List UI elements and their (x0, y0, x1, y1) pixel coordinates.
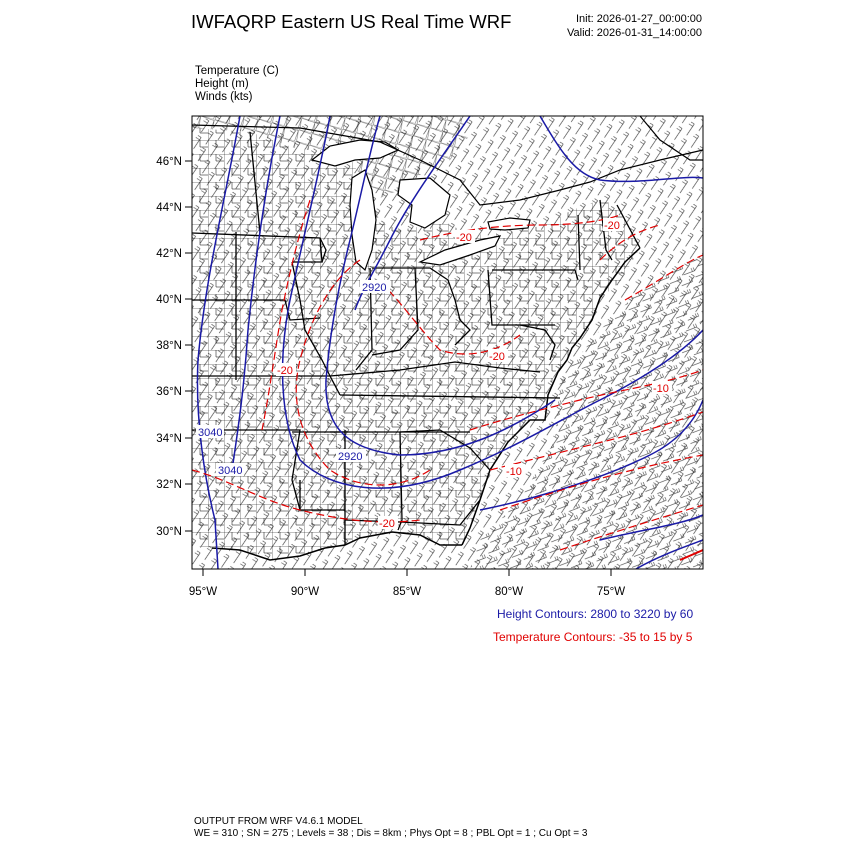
height-contour-label: 2920 (362, 282, 387, 294)
lon-label: 95°W (188, 586, 218, 598)
lon-label: 90°W (290, 586, 320, 598)
lat-label: 46°N (156, 156, 182, 168)
field-temperature: Temperature (C) (195, 65, 279, 77)
lat-label: 44°N (156, 202, 182, 214)
temp-contour-label: -20 (456, 232, 472, 244)
lat-ticks (185, 161, 192, 531)
lon-label: 85°W (392, 586, 422, 598)
temp-contour-label: -10 (653, 383, 669, 395)
lat-label: 30°N (156, 526, 182, 538)
field-winds: Winds (kts) (195, 91, 253, 103)
lon-label: 80°W (494, 586, 524, 598)
lat-label: 40°N (156, 294, 182, 306)
temp-contour-label: -20 (489, 351, 505, 363)
height-contours-legend: Height Contours: 2800 to 3220 by 60 (497, 607, 694, 621)
temp-contour-label: -20 (379, 518, 395, 530)
temp-contour-label: -20 (277, 365, 293, 377)
model-config: WE = 310 ; SN = 275 ; Levels = 38 ; Dis = 8km ; Phys Opt = 8 ; PBL Opt = 1 ; Cu Opt = 3 (194, 828, 588, 839)
lat-label: 38°N (156, 340, 182, 352)
init-time: Init: 2026-01-27_00:00:00 (576, 13, 702, 25)
lon-label: 75°W (596, 586, 626, 598)
lon-ticks (203, 569, 611, 576)
temp-contour-label: -10 (506, 466, 522, 478)
height-contour-label: 2920 (338, 451, 363, 463)
lat-label: 32°N (156, 479, 182, 491)
temperature-contours-legend: Temperature Contours: -35 to 15 by 5 (493, 630, 693, 644)
lat-label: 36°N (156, 386, 182, 398)
temp-contour-label: -20 (604, 220, 620, 232)
lat-label: 42°N (156, 248, 182, 260)
field-height: Height (m) (195, 78, 249, 90)
lat-label: 34°N (156, 433, 182, 445)
height-contour-label: 3040 (218, 465, 243, 477)
plot-title: IWFAQRP Eastern US Real Time WRF (191, 11, 512, 32)
height-contour-label: 3040 (198, 427, 223, 439)
valid-time: Valid: 2026-01-31_14:00:00 (567, 27, 702, 39)
model-version: OUTPUT FROM WRF V4.6.1 MODEL (194, 816, 363, 827)
